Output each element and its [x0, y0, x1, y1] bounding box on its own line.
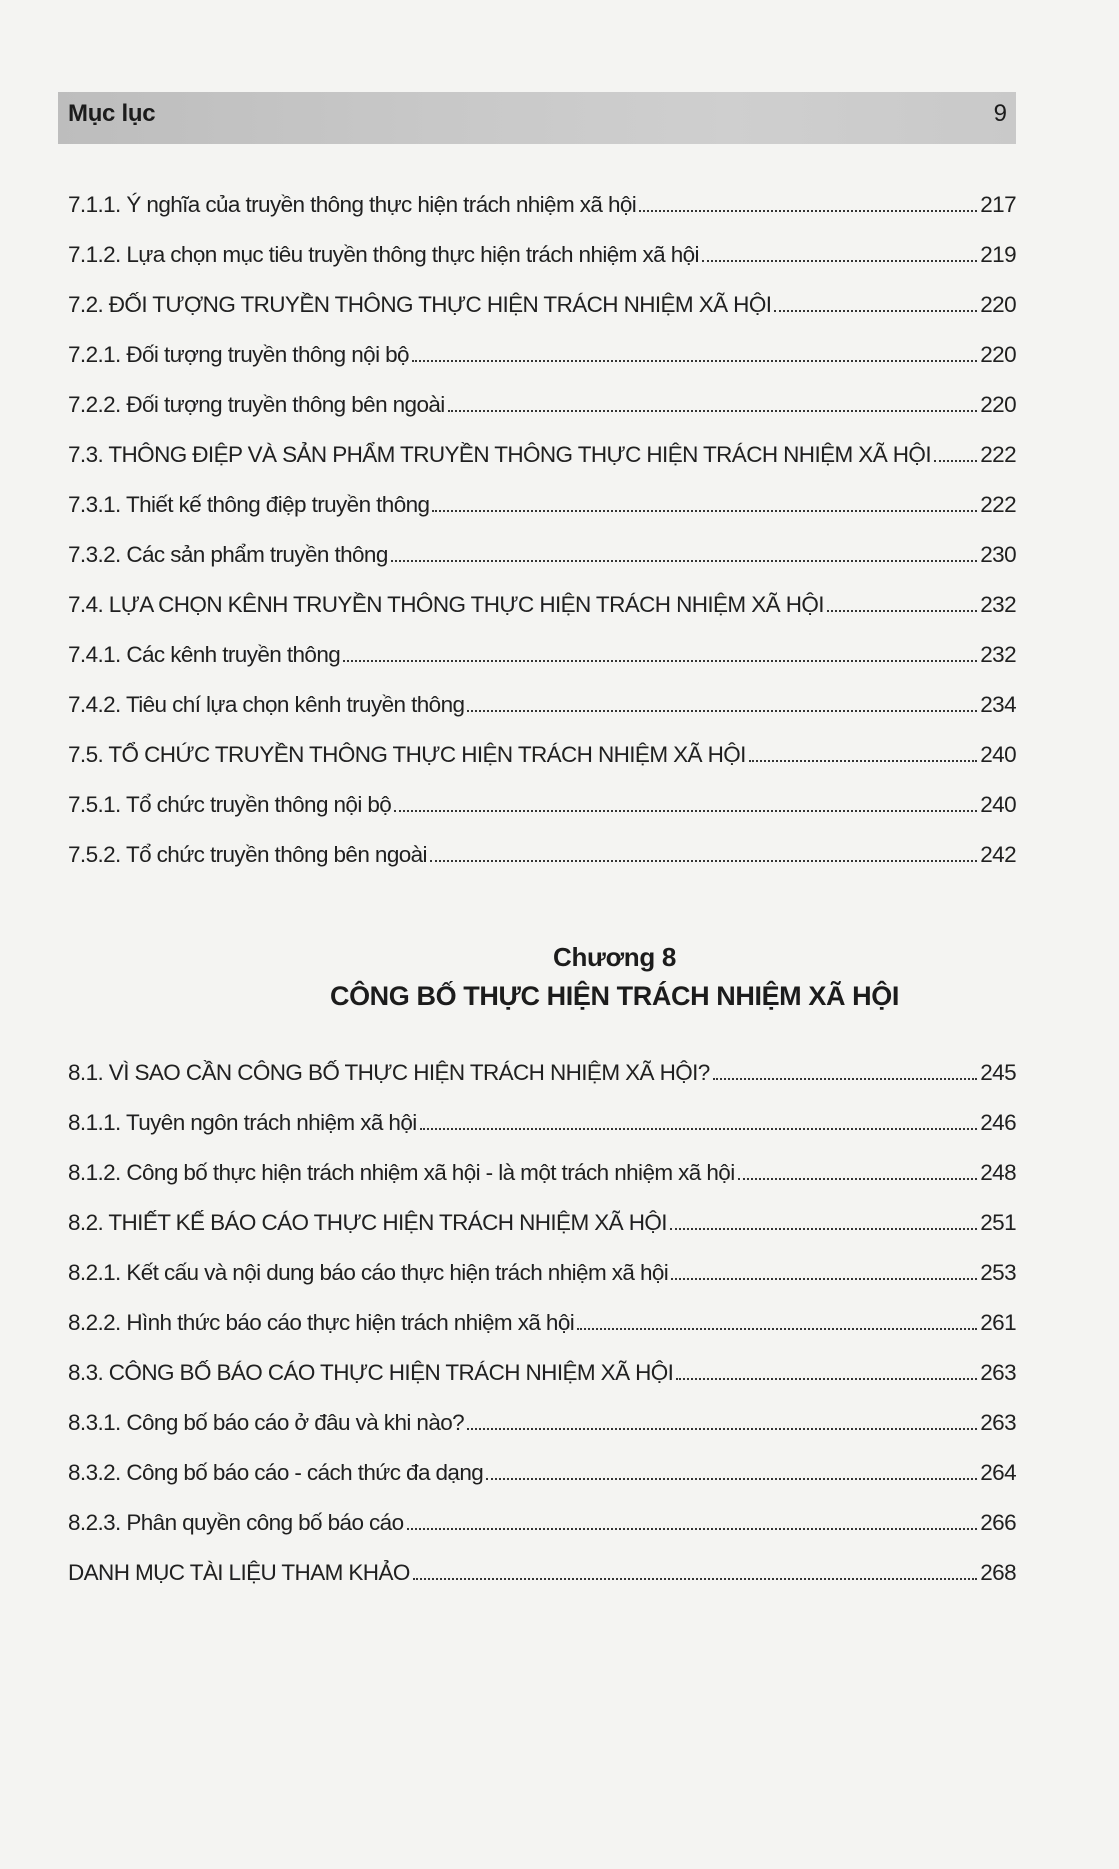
- dot-leader: [486, 1462, 977, 1480]
- page-number: 9: [993, 100, 1007, 127]
- toc-entry-page: 217: [980, 192, 1016, 217]
- toc-entry-page: 240: [980, 792, 1016, 817]
- toc-entry-title: 8.1.2. Công bố thực hiện trách nhiệm xã hội - là một trách nhiệm xã hội: [68, 1160, 735, 1185]
- toc-entry-title: 7.1.2. Lựa chọn mục tiêu truyền thông thực hiện trách nhiệm xã hội: [68, 242, 699, 267]
- toc-entry[interactable]: [68, 180, 1016, 230]
- toc-entry[interactable]: [68, 1298, 1016, 1348]
- toc-entry-page: 222: [980, 442, 1016, 467]
- dot-leader: [934, 444, 977, 462]
- toc-entry-page: 253: [980, 1260, 1016, 1285]
- page-header-title: Mục lục: [68, 100, 156, 127]
- dot-leader: [412, 344, 977, 362]
- toc-entry-page: 245: [980, 1060, 1016, 1085]
- toc-entry-page: 230: [980, 542, 1016, 567]
- toc-entry[interactable]: [68, 380, 1016, 430]
- toc-entry[interactable]: [68, 430, 1016, 480]
- dot-leader: [671, 1262, 977, 1280]
- toc-entry-title: 8.2.2. Hình thức báo cáo thực hiện trách nhiệm xã hội: [68, 1310, 575, 1335]
- toc-entry[interactable]: [68, 1148, 1016, 1198]
- dot-leader: [394, 794, 977, 812]
- toc-entry-title: 8.2.1. Kết cấu và nội dung báo cáo thực hiện trách nhiệm xã hội: [68, 1260, 669, 1285]
- toc-entry[interactable]: [68, 1448, 1016, 1498]
- toc-entry-page: 220: [980, 342, 1016, 367]
- toc-entry-title: 8.1. VÌ SAO CẦN CÔNG BỐ THỰC HIỆN TRÁCH NHIỆM XÃ HỘI?: [68, 1060, 710, 1085]
- dot-leader: [430, 844, 977, 862]
- dot-leader: [676, 1362, 977, 1380]
- toc-entry[interactable]: [68, 580, 1016, 630]
- toc-entry-page: 246: [980, 1110, 1016, 1135]
- toc-entry[interactable]: [68, 1198, 1016, 1248]
- toc-entry-page: 263: [980, 1360, 1016, 1385]
- dot-leader: [670, 1212, 977, 1230]
- dot-leader: [420, 1112, 978, 1130]
- toc-entry[interactable]: [68, 730, 1016, 780]
- toc-entry[interactable]: [68, 230, 1016, 280]
- dot-leader: [749, 744, 977, 762]
- dot-leader: [774, 294, 977, 312]
- toc-entry-title: 8.3. CÔNG BỐ BÁO CÁO THỰC HIỆN TRÁCH NHIỆM XÃ HỘI: [68, 1360, 674, 1385]
- toc-entry-title: 7.5. TỔ CHỨC TRUYỀN THÔNG THỰC HIỆN TRÁCH NHIỆM XÃ HỘI: [68, 742, 746, 767]
- toc-entry[interactable]: [68, 780, 1016, 830]
- toc-entry[interactable]: [68, 1248, 1016, 1298]
- toc-entry[interactable]: [68, 1548, 1016, 1598]
- toc-entry-title: DANH MỤC TÀI LIỆU THAM KHẢO: [68, 1560, 410, 1585]
- toc-entry-page: 220: [980, 392, 1016, 417]
- toc-entry[interactable]: [68, 1498, 1016, 1548]
- page-header-band: [58, 92, 1016, 144]
- toc-entry-title: 7.4.1. Các kênh truyền thông: [68, 642, 341, 667]
- toc-entry-page: 242: [980, 842, 1016, 867]
- dot-leader: [702, 244, 977, 262]
- toc-entry-title: 7.5.1. Tổ chức truyền thông nội bộ: [68, 792, 392, 817]
- toc-entry-title: 7.5.2. Tổ chức truyền thông bên ngoài: [68, 842, 427, 867]
- toc-entry-page: 261: [980, 1310, 1016, 1335]
- dot-leader: [577, 1312, 977, 1330]
- toc-entry-title: 8.2. THIẾT KẾ BÁO CÁO THỰC HIỆN TRÁCH NHIỆM XÃ HỘI: [68, 1210, 667, 1235]
- toc-entry[interactable]: [68, 330, 1016, 380]
- toc-entry-page: 263: [980, 1410, 1016, 1435]
- toc-entry-title: 7.1.1. Ý nghĩa của truyền thông thực hiện trách nhiệm xã hội: [68, 192, 637, 217]
- toc-entry[interactable]: [68, 680, 1016, 730]
- toc-entry[interactable]: [68, 1398, 1016, 1448]
- toc-entry[interactable]: [68, 830, 1016, 880]
- dot-leader: [448, 394, 978, 412]
- toc-section-chapter-7: [68, 180, 1016, 880]
- toc-entry-page: 219: [980, 242, 1016, 267]
- chapter-title: CÔNG BỐ THỰC HIỆN TRÁCH NHIỆM XÃ HỘI: [329, 981, 899, 1011]
- toc-entry-page: 234: [980, 692, 1016, 717]
- toc-entry[interactable]: [68, 480, 1016, 530]
- toc-entry-title: 7.3.2. Các sản phẩm truyền thông: [68, 542, 388, 567]
- chapter-heading: [0, 942, 1119, 1012]
- toc-entry-title: 8.3.2. Công bố báo cáo - cách thức đa dạng: [68, 1460, 484, 1485]
- dot-leader: [343, 644, 977, 662]
- dot-leader: [639, 194, 977, 212]
- toc-entry[interactable]: [68, 1048, 1016, 1098]
- dot-leader: [407, 1512, 978, 1530]
- toc-entry-title: 7.3.1. Thiết kế thông điệp truyền thông: [68, 492, 430, 517]
- toc-entry[interactable]: [68, 530, 1016, 580]
- toc-section-chapter-8: [68, 1048, 1016, 1598]
- toc-entry-page: 240: [980, 742, 1016, 767]
- dot-leader: [738, 1162, 978, 1180]
- dot-leader: [467, 694, 977, 712]
- toc-entry[interactable]: [68, 1098, 1016, 1148]
- toc-entry-title: 7.3. THÔNG ĐIỆP VÀ SẢN PHẨM TRUYỀN THÔNG THỰC HIỆN TRÁCH NHIỆM XÃ HỘI: [68, 442, 931, 467]
- dot-leader: [827, 594, 977, 612]
- toc-entry-title: 7.4.2. Tiêu chí lựa chọn kênh truyền thông: [68, 692, 465, 717]
- toc-entry[interactable]: [68, 280, 1016, 330]
- toc-entry-page: 220: [980, 292, 1016, 317]
- toc-entry[interactable]: [68, 630, 1016, 680]
- dot-leader: [713, 1062, 978, 1080]
- toc-entry-page: 248: [980, 1160, 1016, 1185]
- toc-entry-page: 268: [980, 1560, 1016, 1585]
- dot-leader: [413, 1562, 977, 1580]
- toc-entry-page: 251: [980, 1210, 1016, 1235]
- toc-entry-title: 8.3.1. Công bố báo cáo ở đâu và khi nào?: [68, 1410, 465, 1435]
- toc-entry-title: 7.2.1. Đối tượng truyền thông nội bộ: [68, 342, 409, 367]
- toc-entry-title: 7.4. LỰA CHỌN KÊNH TRUYỀN THÔNG THỰC HIỆN TRÁCH NHIỆM XÃ HỘI: [68, 592, 824, 617]
- toc-entry-title: 7.2.2. Đối tượng truyền thông bên ngoài: [68, 392, 445, 417]
- dot-leader: [432, 494, 977, 512]
- toc-entry-title: 8.2.3. Phân quyền công bố báo cáo: [68, 1510, 404, 1535]
- toc-entry-page: 264: [980, 1460, 1016, 1485]
- dot-leader: [467, 1412, 977, 1430]
- toc-entry-page: 266: [980, 1510, 1016, 1535]
- chapter-number: Chương 8: [552, 942, 677, 972]
- toc-entry-page: 232: [980, 642, 1016, 667]
- toc-entry-page: 222: [980, 492, 1016, 517]
- toc-entry-title: 8.1.1. Tuyên ngôn trách nhiệm xã hội: [68, 1110, 417, 1135]
- toc-entry[interactable]: [68, 1348, 1016, 1398]
- toc-entry-title: 7.2. ĐỐI TƯỢNG TRUYỀN THÔNG THỰC HIỆN TRÁCH NHIỆM XÃ HỘI: [68, 292, 772, 317]
- toc-entry-page: 232: [980, 592, 1016, 617]
- dot-leader: [391, 544, 977, 562]
